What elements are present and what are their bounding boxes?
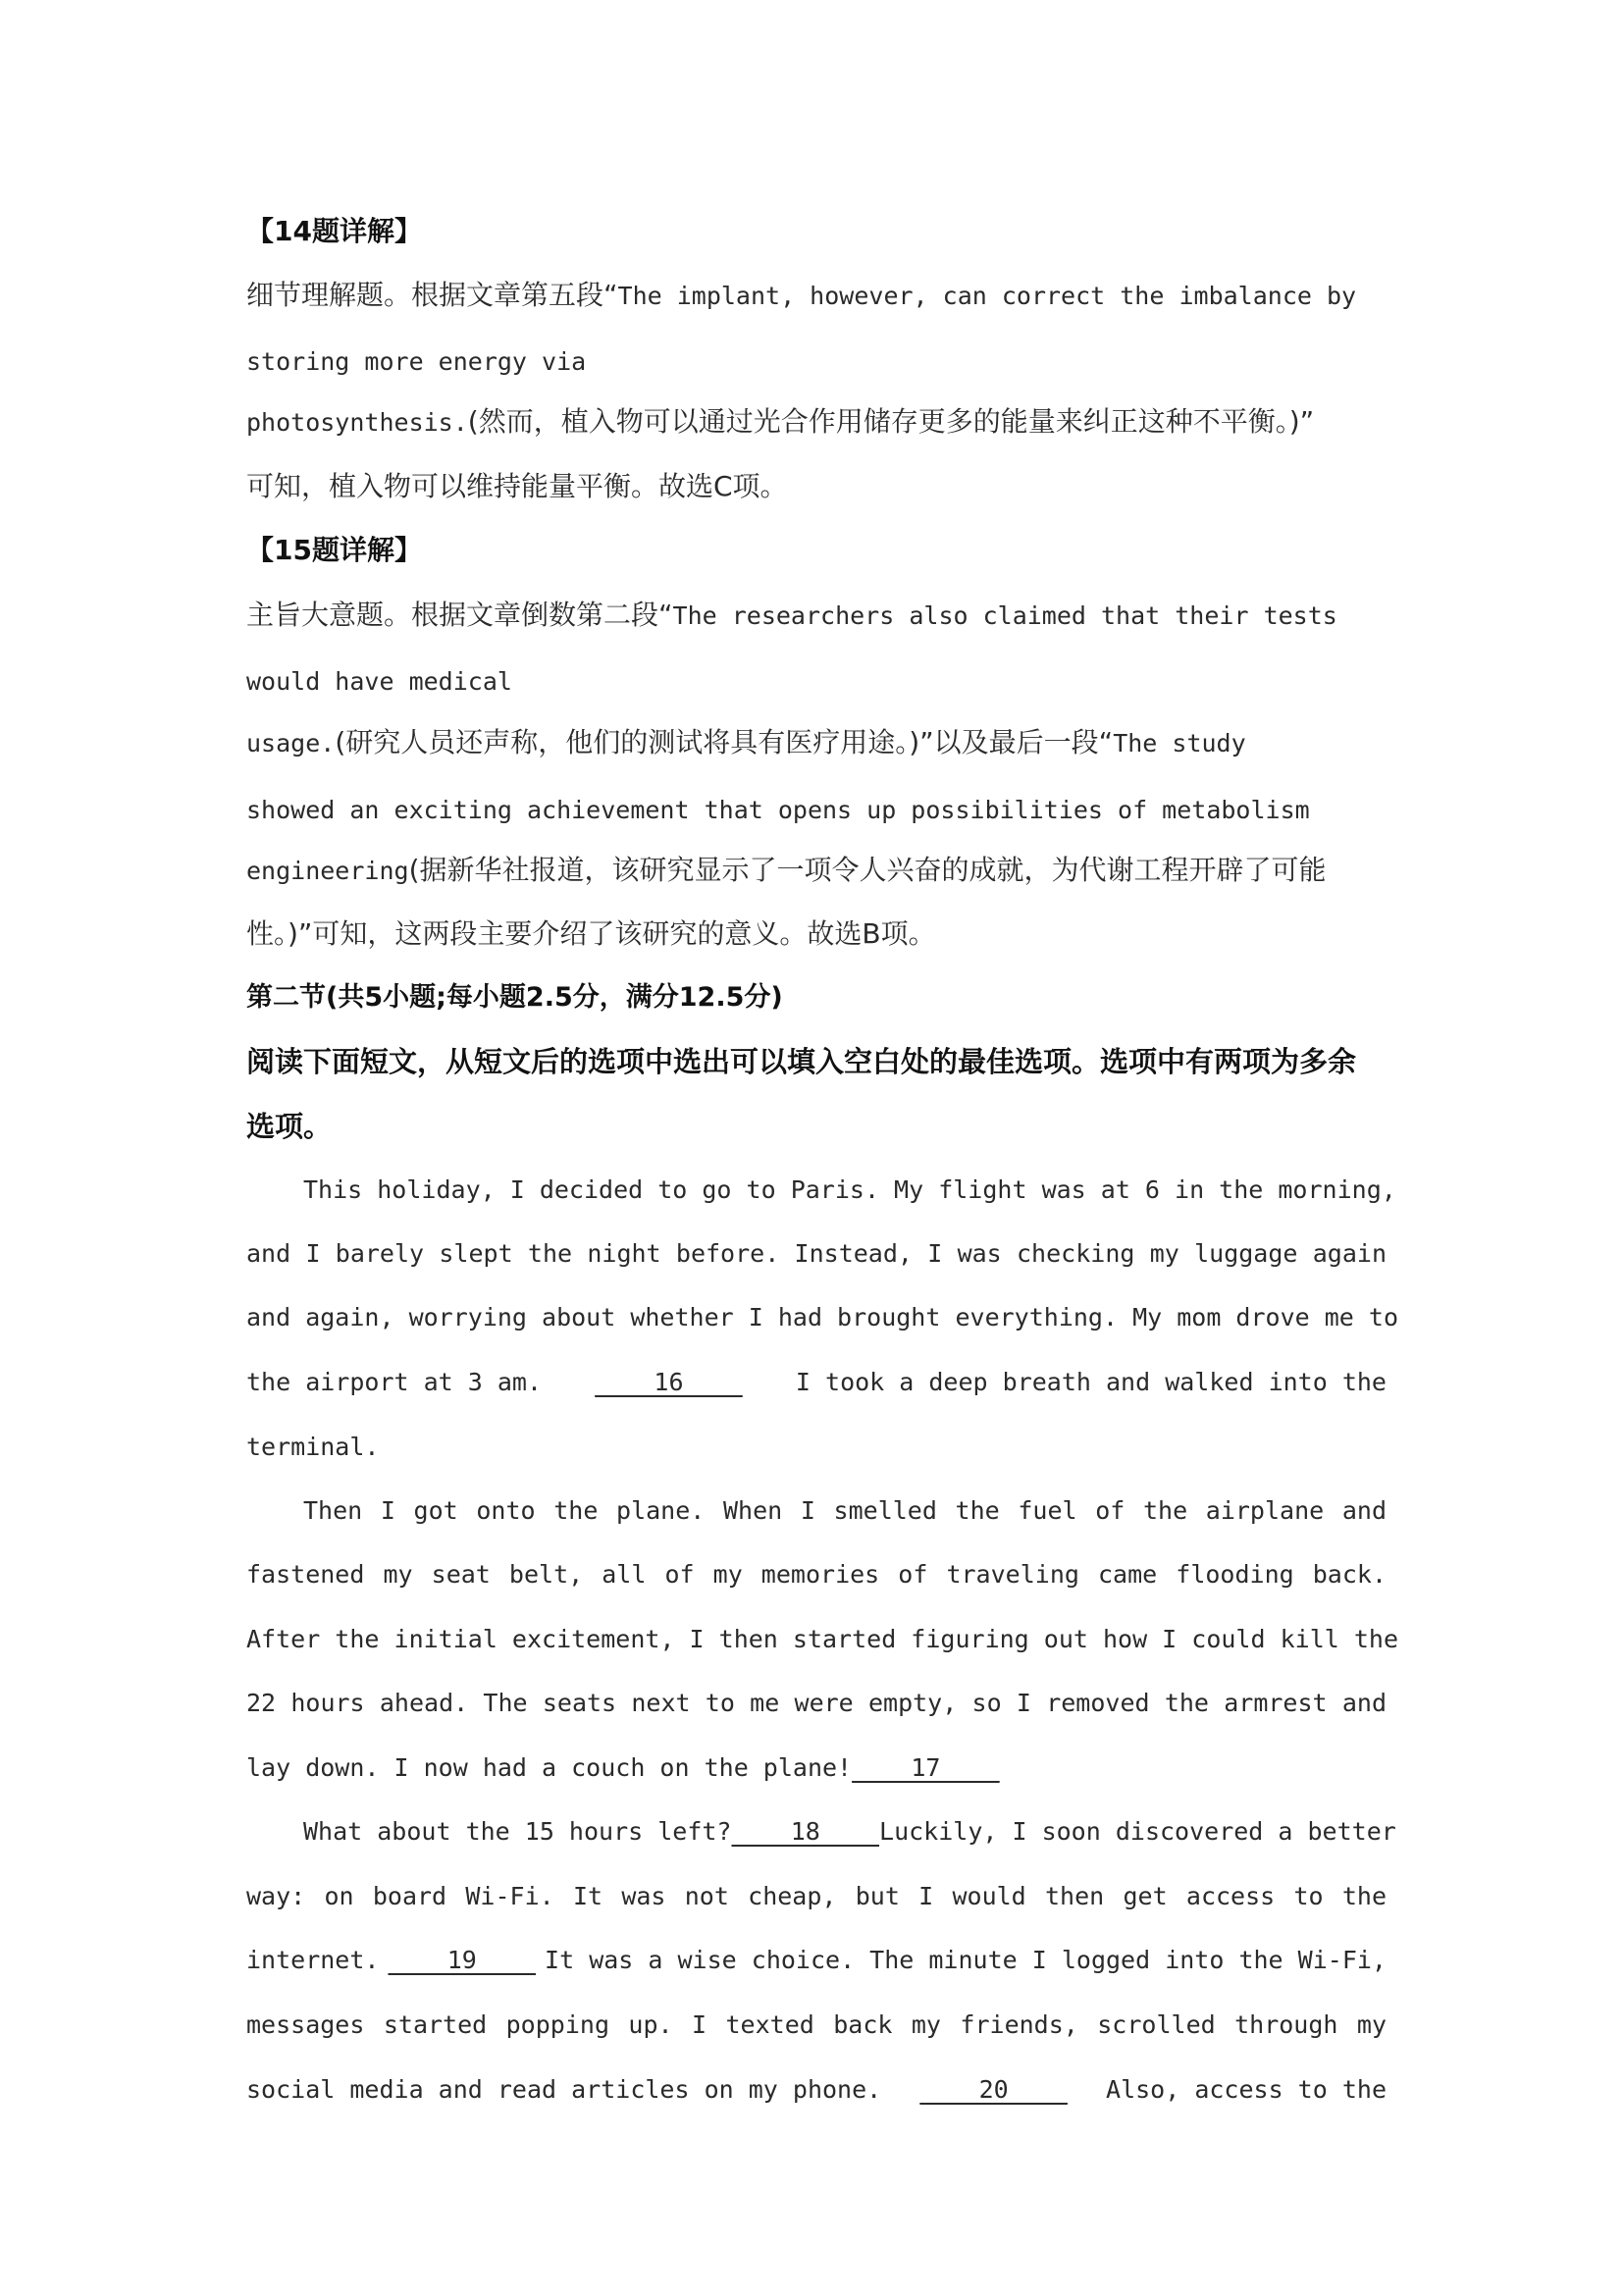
p1-line-5: terminal.: [246, 1433, 380, 1461]
section-instruction-2: 选项。: [246, 1110, 333, 1143]
p3-line-4: messages started popping up. I texted back my friends, scrolled through my: [246, 2010, 1387, 2039]
p2-line-4: 22 hours ahead. The seats next to me were empty, so I removed the armrest and: [246, 1689, 1387, 1717]
q15-line-1: 主旨大意题。根据文章倒数第二段“The researchers also claimed that their tests: [246, 599, 1337, 631]
q14-line-2: storing more energy via: [246, 347, 587, 376]
section-instruction-1: 阅读下面短文，从短文后的选项中选出可以填入空白处的最佳选项。选项中有两项为多余: [246, 1045, 1357, 1078]
p1-line-4: the airport at 3 am. ____16____ I took a deep breath and walked into the: [246, 1368, 1387, 1396]
p2-line-1: Then I got onto the plane. When I smelled the fuel of the airplane and: [303, 1496, 1387, 1525]
blank-19[interactable]: ____19____: [388, 1946, 537, 1974]
q14-heading: 【14题详解】: [246, 215, 422, 247]
blank-17[interactable]: ____17____: [852, 1753, 1000, 1782]
p2-line-5: lay down. I now had a couch on the plane!____17____: [246, 1753, 1000, 1782]
p3-line-1: What about the 15 hours left? ____18____ Luckily, I soon discovered a better: [303, 1817, 1396, 1846]
q15-line-4: showed an exciting achievement that opens up possibilities of metabolism: [246, 796, 1310, 824]
p3-line-5: social media and read articles on my phone. ____20____ Also, access to the: [246, 2075, 1387, 2104]
p1-line-1: This holiday, I decided to go to Paris. My flight was at 6 in the morning,: [303, 1175, 1396, 1204]
q15-line-6: 性。)”可知，这两段主要介绍了该研究的意义。故选B项。: [246, 917, 936, 950]
q15-line-5: engineering(据新华社报道，该研究显示了一项令人兴奋的成就，为代谢工程开辟了可能: [246, 854, 1327, 886]
p2-line-2: fastened my seat belt, all of my memories of traveling came flooding back.: [246, 1560, 1387, 1589]
q15-heading: 【15题详解】: [246, 534, 422, 566]
section-title: 第二节(共5小题;每小题2.5分，满分12.5分): [246, 982, 783, 1013]
p3-line-2: way: on board Wi-Fi. It was not cheap, but I would then get access to the: [246, 1882, 1387, 1910]
p2-line-3: After the initial excitement, I then started figuring out how I could kill the: [246, 1625, 1398, 1653]
q15-line-3: usage.(研究人员还声称，他们的测试将具有医疗用途。)”以及最后一段“The study: [246, 726, 1246, 758]
blank-20[interactable]: ____20____: [919, 2075, 1068, 2104]
p1-line-3: and again, worrying about whether I had brought everything. My mom drove me to: [246, 1303, 1398, 1331]
blank-16[interactable]: ____16____: [595, 1368, 743, 1396]
q14-line-4: 可知，植入物可以维持能量平衡。故选C项。: [246, 470, 788, 502]
q14-line-3: photosynthesis.(然而，植入物可以通过光合作用储存更多的能量来纠正这种不平衡。)”: [246, 405, 1315, 438]
blank-18[interactable]: ____18____: [731, 1817, 880, 1846]
q15-line-2: would have medical: [246, 667, 512, 696]
p3-line-3: internet. ____19____ It was a wise choice. The minute I logged into the Wi-Fi,: [246, 1946, 1387, 1974]
q14-line-1: 细节理解题。根据文章第五段“The implant, however, can correct the imbalance by: [246, 279, 1357, 311]
p1-line-2: and I barely slept the night before. Instead, I was checking my luggage again: [246, 1239, 1387, 1268]
